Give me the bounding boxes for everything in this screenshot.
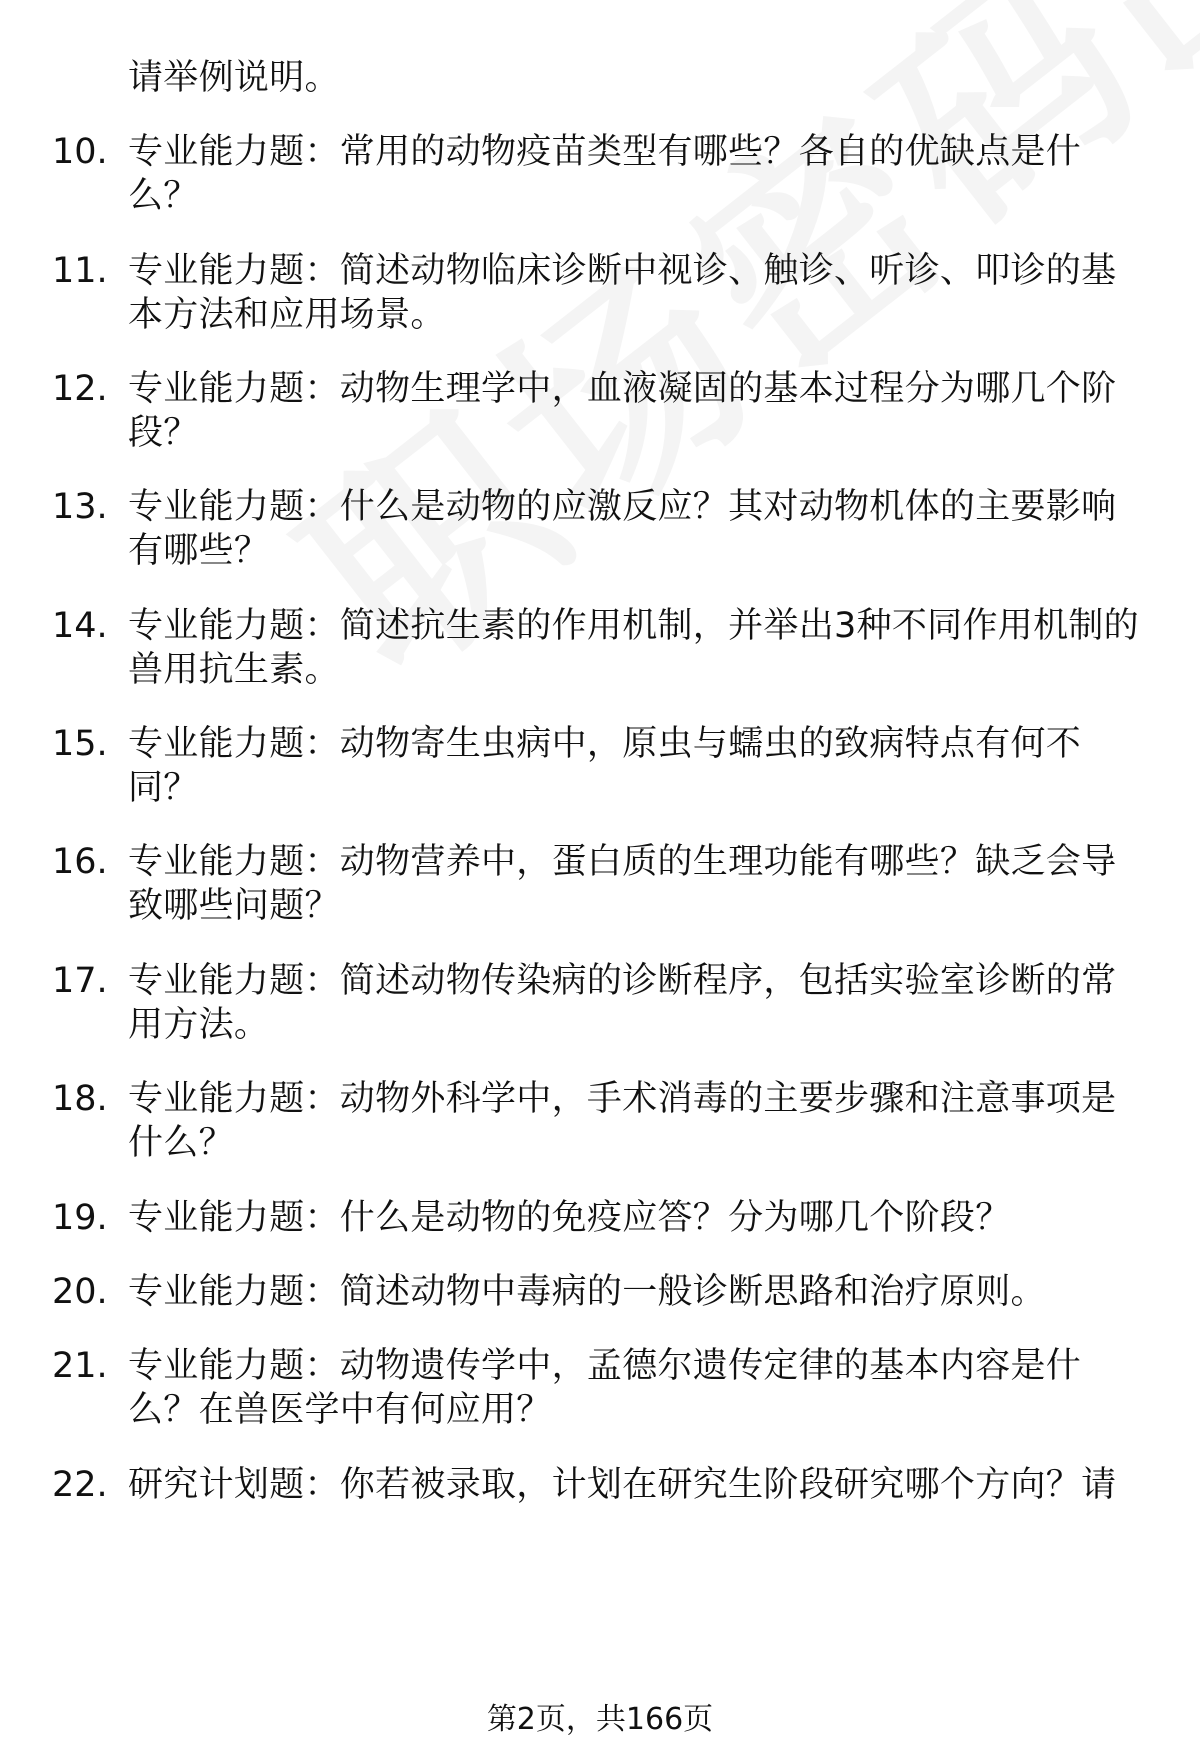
question-line: 同？ xyxy=(128,768,199,808)
question-line: 专业能力题：常用的动物疫苗类型有哪些？各自的优缺点是什 xyxy=(128,132,1082,172)
question-number: 12. xyxy=(52,369,108,409)
question-line: 专业能力题：简述抗生素的作用机制，并举出3种不同作用机制的 xyxy=(128,606,1139,646)
question-line: 专业能力题：简述动物中毒病的一般诊断思路和治疗原则。 xyxy=(128,1272,1046,1312)
question-number: 10. xyxy=(52,132,108,172)
question-number: 15. xyxy=(52,724,108,764)
question-line: 专业能力题：什么是动物的应激反应？其对动物机体的主要影响 xyxy=(128,487,1117,527)
question-line: 专业能力题：动物遗传学中，孟德尔遗传定律的基本内容是什 xyxy=(128,1346,1082,1386)
page-footer: 第2页，共166页 xyxy=(486,1702,714,1737)
question-line: 用方法。 xyxy=(128,1005,270,1045)
question-line: 专业能力题：什么是动物的免疫应答？分为哪几个阶段？ xyxy=(128,1198,1011,1238)
question-number: 14. xyxy=(52,606,108,646)
question-line: 专业能力题：简述动物传染病的诊断程序，包括实验室诊断的常 xyxy=(128,961,1117,1001)
question-line: 什么？ xyxy=(128,1123,234,1163)
question-number: 13. xyxy=(52,487,108,527)
question-line: 兽用抗生素。 xyxy=(128,650,340,690)
question-line: 本方法和应用场景。 xyxy=(128,295,446,335)
question-line: 么？在兽医学中有何应用？ xyxy=(128,1390,552,1430)
intro-tail-text: 请举例说明。 xyxy=(128,58,340,98)
question-number: 21. xyxy=(52,1346,108,1386)
question-line: 研究计划题：你若被录取，计划在研究生阶段研究哪个方向？请 xyxy=(128,1465,1117,1505)
question-line: 有哪些？ xyxy=(128,531,270,571)
question-line: 专业能力题：动物寄生虫病中，原虫与蠕虫的致病特点有何不 xyxy=(128,724,1082,764)
question-line: 专业能力题：动物外科学中，手术消毒的主要步骤和注意事项是 xyxy=(128,1079,1117,1119)
question-number: 11. xyxy=(52,251,108,291)
question-line: 专业能力题：动物生理学中，血液凝固的基本过程分为哪几个阶 xyxy=(128,369,1117,409)
question-line: 么？ xyxy=(128,176,199,216)
question-number: 22. xyxy=(52,1465,108,1505)
question-line: 专业能力题：动物营养中，蛋白质的生理功能有哪些？缺乏会导 xyxy=(128,842,1117,882)
question-number: 17. xyxy=(52,961,108,1001)
question-number: 20. xyxy=(52,1272,108,1312)
question-line: 专业能力题：简述动物临床诊断中视诊、触诊、听诊、叩诊的基 xyxy=(128,251,1117,291)
question-line: 致哪些问题？ xyxy=(128,886,340,926)
question-number: 19. xyxy=(52,1198,108,1238)
question-number: 18. xyxy=(52,1079,108,1119)
question-number: 16. xyxy=(52,842,108,882)
question-line: 段？ xyxy=(128,413,199,453)
